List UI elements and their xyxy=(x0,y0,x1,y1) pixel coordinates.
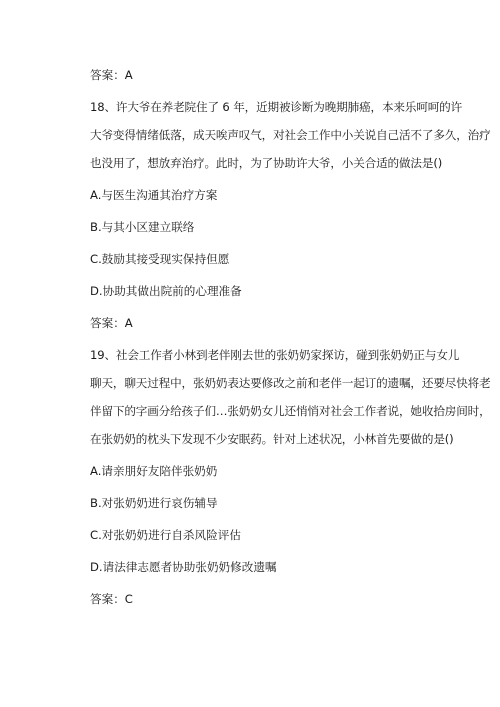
question-19-option-b: B.对张奶奶进行哀伤辅导 xyxy=(90,496,218,510)
question-18-stem-line-2: 大爷变得情绪低落，成天唉声叹气，对社会工作中小关说自己活不了多久，治疗 xyxy=(90,128,491,142)
question-18-stem-line-1: 18、许大爷在养老院住了 6 年，近期被诊断为晚期肺癌，本来乐呵呵的许 xyxy=(90,100,463,114)
question-19-stem-line-4: 在张奶奶的枕头下发现不少安眠药。针对上述状况，小林首先要做的是() xyxy=(90,432,454,446)
question-19-stem-line-1: 19、社会工作者小林到老伴刚去世的张奶奶家探访，碰到张奶奶正与女儿 xyxy=(90,348,460,362)
question-18-option-c: C.鼓励其接受现实保持但愿 xyxy=(90,252,230,266)
question-18-option-b: B.与其小区建立联络 xyxy=(90,220,195,234)
question-19-stem-line-2: 聊天，聊天过程中，张奶奶表达要修改之前和老伴一起订的遗嘱，还要尽快将老 xyxy=(90,376,491,390)
question-18-option-d: D.协助其做出院前的心理准备 xyxy=(90,284,242,298)
question-19-option-a: A.请亲朋好友陪伴张奶奶 xyxy=(90,464,218,478)
question-19-option-d: D.请法律志愿者协助张奶奶修改遗嘱 xyxy=(90,560,277,574)
question-18-option-a: A.与医生沟通其治疗方案 xyxy=(90,188,218,202)
answer-q18: 答案：A xyxy=(90,316,133,330)
answer-q19: 答案：C xyxy=(90,592,133,606)
question-18-stem-line-3: 也没用了，想放弃治疗。此时，为了协助许大爷，小关合适的做法是() xyxy=(90,156,443,170)
question-19-option-c: C.对张奶奶进行自杀风险评估 xyxy=(90,528,241,542)
answer-q17: 答案：A xyxy=(90,68,133,82)
question-19-stem-line-3: 伴留下的字画分给孩子们…张奶奶女儿还悄悄对社会工作者说，她收拾房间时， xyxy=(90,404,491,418)
